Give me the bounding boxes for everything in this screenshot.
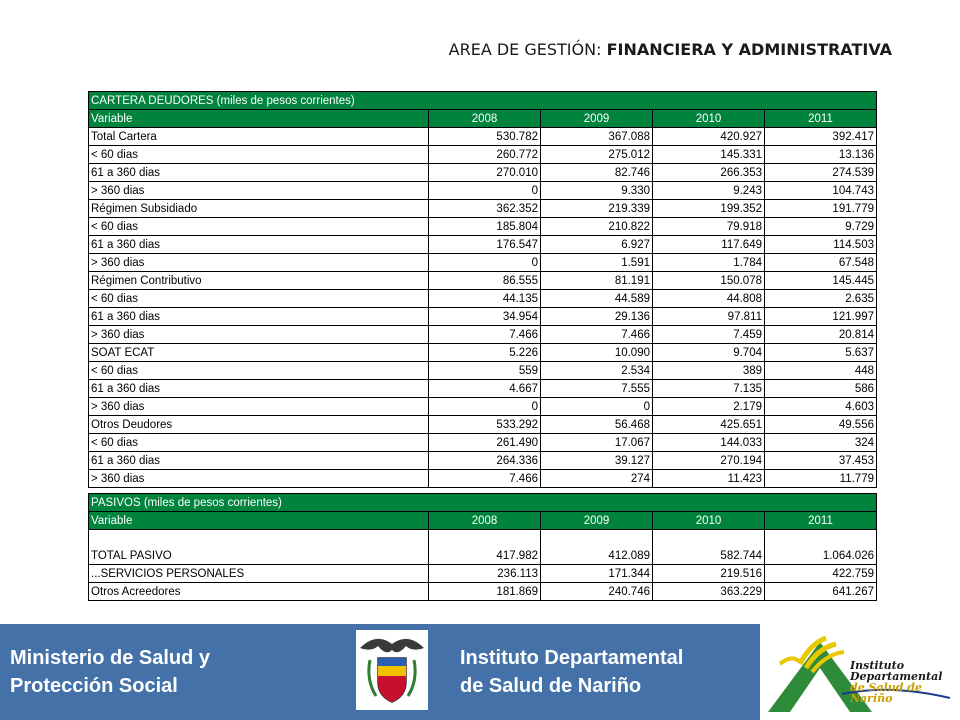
row-value: 0 [541,398,653,416]
pasivos-header-2011: 2011 [765,512,877,530]
row-value: 44.589 [541,290,653,308]
table-row [89,254,877,272]
row-value: 7.555 [541,380,653,398]
cartera-header-variable: Variable [89,110,429,128]
table-row [89,272,877,290]
row-value: 422.759 [765,565,877,583]
logo-text-line-1: Instituto [850,659,905,672]
row-value: 176.547 [429,236,541,254]
row-value: 533.292 [429,416,541,434]
table-row [89,452,877,470]
row-value: 191.779 [765,200,877,218]
row-label: 61 a 360 dias [89,452,429,470]
row-value: 181.869 [429,583,541,601]
row-value: 367.088 [541,128,653,146]
ministerio-line-2: Protección Social [10,675,178,697]
row-value: 0 [429,254,541,272]
row-value: 29.136 [541,308,653,326]
row-value: 324 [765,434,877,452]
row-value: 9.330 [541,182,653,200]
row-value: 1.784 [653,254,765,272]
row-value: 4.603 [765,398,877,416]
page-title-prefix: AREA DE GESTIÓN: [448,40,607,59]
pasivos-title: PASIVOS (miles de pesos corrientes) [89,494,877,512]
row-value: 362.352 [429,200,541,218]
row-value: 11.779 [765,470,877,488]
table-row [89,565,877,583]
row-label: 61 a 360 dias [89,164,429,182]
page-title-area: FINANCIERA Y ADMINISTRATIVA [606,40,892,59]
row-value: 420.927 [653,128,765,146]
row-label: TOTAL PASIVO [89,530,429,565]
row-value: 219.339 [541,200,653,218]
row-label: > 360 dias [89,182,429,200]
row-value: 97.811 [653,308,765,326]
pasivos-header-variable: Variable [89,512,429,530]
row-value: 582.744 [653,530,765,565]
logo-text-line-2: Departamental [850,670,943,683]
instituto-line-1: Instituto Departamental [460,647,684,669]
row-value: 34.954 [429,308,541,326]
row-value: 5.637 [765,344,877,362]
row-value: 171.344 [541,565,653,583]
row-label: 61 a 360 dias [89,380,429,398]
row-value: 17.067 [541,434,653,452]
row-label: ...SERVICIOS PERSONALES [89,565,429,583]
row-value: 145.445 [765,272,877,290]
table-row [89,200,877,218]
row-value: 44.135 [429,290,541,308]
row-label: > 360 dias [89,326,429,344]
row-value: 425.651 [653,416,765,434]
row-value: 81.191 [541,272,653,290]
row-value: 392.417 [765,128,877,146]
row-label: < 60 dias [89,290,429,308]
table-row [89,470,877,488]
table-row [89,236,877,254]
row-value: 274 [541,470,653,488]
instituto-logo-text [850,660,960,704]
row-value: 219.516 [653,565,765,583]
row-value: 412.089 [541,530,653,565]
row-value: 7.459 [653,326,765,344]
row-value: 49.556 [765,416,877,434]
row-value: 185.804 [429,218,541,236]
row-value: 641.267 [765,583,877,601]
row-value: 530.782 [429,128,541,146]
cartera-header-2011: 2011 [765,110,877,128]
row-value: 145.331 [653,146,765,164]
row-value: 274.539 [765,164,877,182]
page-title [449,40,892,59]
footer-band [0,624,960,720]
row-value: 1.591 [541,254,653,272]
row-value: 264.336 [429,452,541,470]
row-label: Otros Acreedores [89,583,429,601]
row-value: 150.078 [653,272,765,290]
row-value: 6.927 [541,236,653,254]
table-row [89,218,877,236]
pasivos-header-2009: 2009 [541,512,653,530]
row-label: 61 a 360 dias [89,236,429,254]
row-value: 121.997 [765,308,877,326]
colombia-coat-of-arms-icon [356,630,428,710]
row-label: > 360 dias [89,254,429,272]
row-value: 266.353 [653,164,765,182]
row-value: 275.012 [541,146,653,164]
row-value: 10.090 [541,344,653,362]
row-value: 270.010 [429,164,541,182]
row-label: < 60 dias [89,434,429,452]
row-value: 2.635 [765,290,877,308]
row-value: 144.033 [653,434,765,452]
table-row [89,362,877,380]
table-row [89,146,877,164]
row-value: 67.548 [765,254,877,272]
row-value: 240.746 [541,583,653,601]
table-row [89,434,877,452]
cartera-title-row [89,92,877,110]
row-value: 117.649 [653,236,765,254]
row-value: 7.466 [429,326,541,344]
row-label: Total Cartera [89,128,429,146]
row-value: 389 [653,362,765,380]
row-label: SOAT ECAT [89,344,429,362]
table-row [89,182,877,200]
row-value: 417.982 [429,530,541,565]
instituto-name [460,644,750,700]
row-value: 13.136 [765,146,877,164]
row-label: < 60 dias [89,218,429,236]
row-value: 0 [429,398,541,416]
cartera-header-2008: 2008 [429,110,541,128]
row-value: 7.466 [541,326,653,344]
row-value: 104.743 [765,182,877,200]
instituto-line-2: de Salud de Nariño [460,675,642,697]
row-value: 1.064.026 [765,530,877,565]
row-label: Régimen Contributivo [89,272,429,290]
row-value: 210.822 [541,218,653,236]
row-label: > 360 dias [89,398,429,416]
pasivos-title-row [89,494,877,512]
row-value: 56.468 [541,416,653,434]
pasivos-header-2008: 2008 [429,512,541,530]
table-row [89,164,877,182]
row-label: Otros Deudores [89,416,429,434]
cartera-title: CARTERA DEUDORES (miles de pesos corrientes) [89,92,877,110]
row-value: 37.453 [765,452,877,470]
row-value: 260.772 [429,146,541,164]
cartera-header-2009: 2009 [541,110,653,128]
row-value: 82.746 [541,164,653,182]
row-value: 11.423 [653,470,765,488]
row-value: 559 [429,362,541,380]
row-value: 586 [765,380,877,398]
row-value: 2.534 [541,362,653,380]
row-value: 236.113 [429,565,541,583]
table-row [89,380,877,398]
row-value: 2.179 [653,398,765,416]
cartera-table [88,91,877,488]
row-value: 44.808 [653,290,765,308]
row-value: 199.352 [653,200,765,218]
row-value: 448 [765,362,877,380]
row-label: 61 a 360 dias [89,308,429,326]
cartera-header-row [89,110,877,128]
row-label: Régimen Subsidiado [89,200,429,218]
row-value: 5.226 [429,344,541,362]
row-label: > 360 dias [89,470,429,488]
row-value: 7.466 [429,470,541,488]
row-label: < 60 dias [89,146,429,164]
pasivos-header-row [89,512,877,530]
ministerio-name [10,644,310,700]
row-value: 270.194 [653,452,765,470]
row-value: 9.729 [765,218,877,236]
logo-text-line-3: de Salud de Nariño [850,681,922,705]
table-row [89,290,877,308]
table-row [89,308,877,326]
row-value: 20.814 [765,326,877,344]
row-value: 4.667 [429,380,541,398]
row-value: 261.490 [429,434,541,452]
row-value: 0 [429,182,541,200]
row-value: 9.243 [653,182,765,200]
row-value: 9.704 [653,344,765,362]
row-value: 7.135 [653,380,765,398]
table-row [89,326,877,344]
pasivos-header-2010: 2010 [653,512,765,530]
row-value: 39.127 [541,452,653,470]
row-value: 79.918 [653,218,765,236]
cartera-header-2010: 2010 [653,110,765,128]
table-row [89,398,877,416]
instituto-nariño-logo-icon [760,624,960,720]
row-value: 86.555 [429,272,541,290]
pasivos-table [88,493,877,601]
row-value: 114.503 [765,236,877,254]
table-row [89,128,877,146]
row-label: < 60 dias [89,362,429,380]
table-row [89,583,877,601]
table-row [89,416,877,434]
ministerio-line-1: Ministerio de Salud y [10,647,211,669]
table-row [89,530,877,565]
row-value: 363.229 [653,583,765,601]
table-row [89,344,877,362]
